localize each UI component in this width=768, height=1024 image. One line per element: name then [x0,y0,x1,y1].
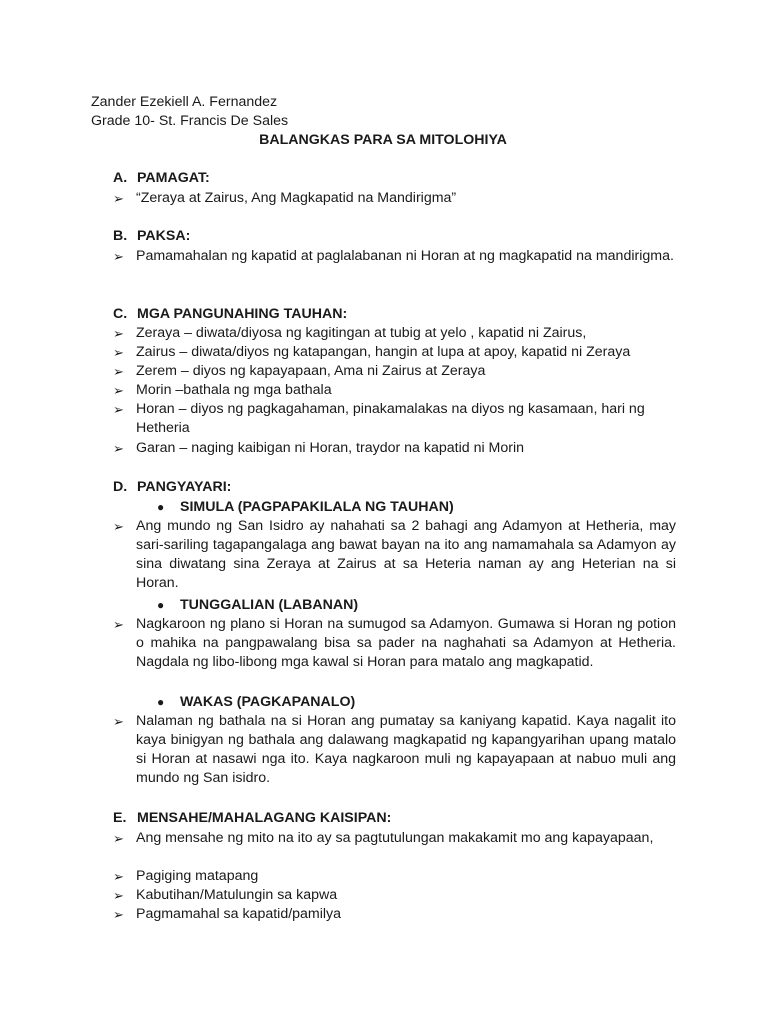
list-item: ➢ Pamamahalan ng kapatid at paglalabanan ni Horan at ng magkapatid na mandirigma. [113,248,674,264]
list-item: ➢ Nalaman ng bathala na si Horan ang pumatay sa kaniyang kapatid. Kaya nagalit ito kaya binigyan ng bathala ang dalawang magkapatid ng kapangyarihan upang matalo si Horan at nasawi nga ito. Kaya nagkaroon muli ng kapayapaan at nabuo muli ang mundo ng San isidro. [113,713,676,786]
section-letter: C. [113,306,128,322]
dot-bullet-icon: ● [157,598,165,612]
list-item: ➢ Morin –bathala ng mga bathala [113,382,332,398]
subsection-wakas: ● WAKAS (PAGKAPANALO) [157,694,356,710]
section-d-heading [113,478,231,497]
arrow-bullet-icon: ➢ [113,441,124,456]
list-item: ➢ Zeraya – diwata/diyosa ng kagitingan at tubig at yelo , kapatid ni Zairus, [113,325,587,341]
section-title: PANGYAYARI: [137,479,232,495]
arrow-bullet-icon: ➢ [113,364,124,379]
list-item: ➢ Zerem – diyos ng kapayapaan, Ama ni Zairus at Zeraya [113,363,486,379]
subsection-simula: ● SIMULA (PAGPAPAKILALA NG TAUHAN) [157,499,454,515]
list-item: ➢ Ang mundo ng San Isidro ay nahahati sa 2 bahagi ang Adamyon at Hetheria, may sari-sariling tagapangalaga ang bawat bayan na ito ang namamahala sa Adamyon ay sina diwatang sina Zeraya at Zairus at sa Heteria naman ay ang Heterian na si Horan. [113,518,676,591]
list-item: ➢ Ang mensahe ng mito na ito ay sa pagtutulungan makakamit mo ang kapayapaan, [113,830,654,846]
section-letter: E. [113,810,127,826]
section-title: MGA PANGUNAHING TAUHAN: [137,306,348,322]
section-a-heading [113,169,210,188]
dot-bullet-icon: ● [157,500,165,514]
section-e-heading [113,809,391,828]
arrow-bullet-icon: ➢ [113,249,124,264]
arrow-bullet-icon: ➢ [113,519,124,534]
section-letter: A. [113,170,128,186]
list-item: ➢ “Zeraya at Zairus, Ang Magkapatid na Mandirigma” [113,190,457,206]
author-name: Zander Ezekiell A. Fernandez [91,94,278,110]
section-title: MENSAHE/MAHALAGANG KAISIPAN: [137,810,392,826]
section-letter: D. [113,479,128,495]
section-title: PAKSA: [137,228,191,244]
list-item: ➢ Nagkaroon ng plano si Horan na sumugod sa Adamyon. Gumawa si Horan ng potion o mahika na pangpawalang bisa sa pader na naghahati sa Adamyon at Hetheria. Nagdala ng libo-libong mga kawal si Horan para matalo ang magkapatid. [113,616,676,670]
arrow-bullet-icon: ➢ [113,831,124,846]
list-item: ➢ Pagmamahal sa kapatid/pamilya [113,906,342,922]
arrow-bullet-icon: ➢ [113,617,124,632]
list-item: ➢ Horan – diyos ng pagkagahaman, pinakamalakas na diyos ng kasamaan, hari ng Hetheria [113,401,645,436]
section-b-heading [113,227,190,246]
arrow-bullet-icon: ➢ [113,326,124,341]
arrow-bullet-icon: ➢ [113,714,124,729]
arrow-bullet-icon: ➢ [113,869,124,884]
dot-bullet-icon: ● [157,695,165,709]
arrow-bullet-icon: ➢ [113,907,124,922]
section-title: PAMAGAT: [137,170,210,186]
list-item: ➢ Pagiging matapang [113,868,259,884]
section-c-heading [113,305,347,324]
subsection-tunggalian: ● TUNGGALIAN (LABANAN) [157,597,359,613]
arrow-bullet-icon: ➢ [113,402,124,417]
grade-section: Grade 10- St. Francis De Sales [91,113,289,129]
list-item: ➢ Zairus – diwata/diyos ng katapangan, hangin at lupa at apoy, kapatid ni Zeraya [113,344,631,360]
section-letter: B. [113,228,128,244]
document-title: BALANGKAS PARA SA MITOLOHIYA [259,132,507,148]
arrow-bullet-icon: ➢ [113,888,124,903]
list-item: ➢ Garan – naging kaibigan ni Horan, traydor na kapatid ni Morin [113,440,525,456]
arrow-bullet-icon: ➢ [113,383,124,398]
list-item: ➢ Kabutihan/Matulungin sa kapwa [113,887,338,903]
arrow-bullet-icon: ➢ [113,191,124,206]
arrow-bullet-icon: ➢ [113,345,124,360]
